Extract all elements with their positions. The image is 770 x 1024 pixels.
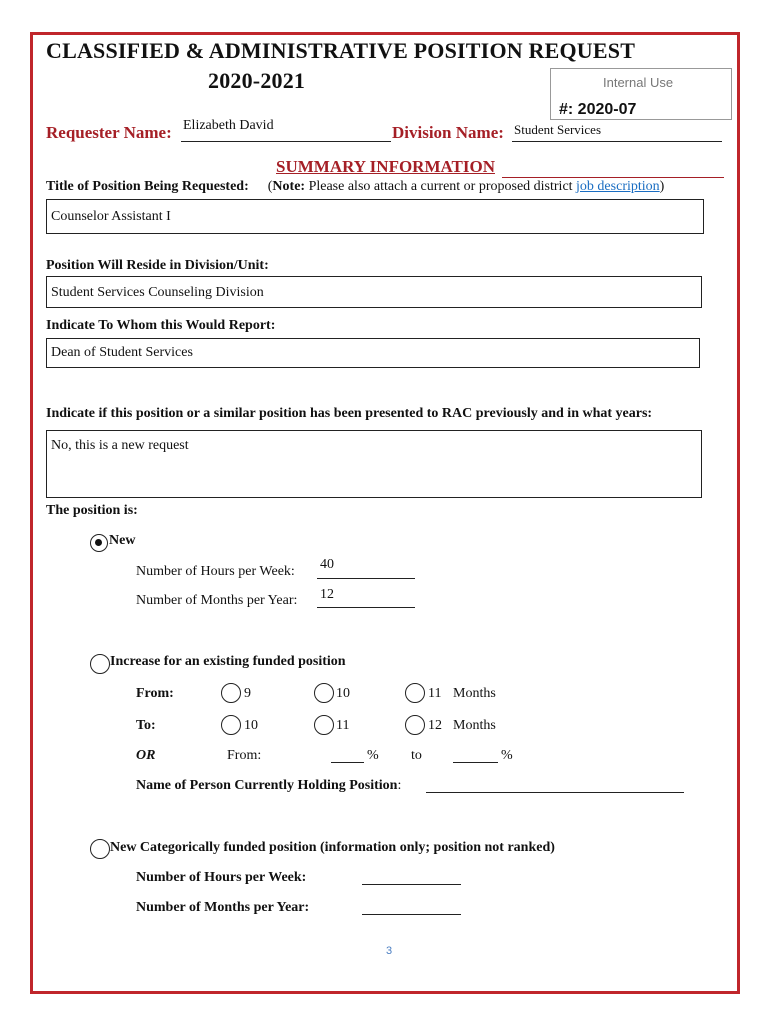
internal-use-label: Internal Use [603,75,674,90]
division-unit-input[interactable] [46,276,702,308]
or-label: OR [136,748,156,763]
division-name-value[interactable]: Student Services [514,122,602,137]
internal-use-box [550,68,732,120]
form-title: CLASSIFIED & ADMINISTRATIVE POSITION REQUEST [46,38,636,63]
from-11-label: 11 [428,686,442,701]
hours-label: Number of Hours per Week: [136,564,295,579]
months-line [317,607,415,608]
from-percent-label: From: [227,748,262,763]
categorical-label: New Categorically funded position (information only; position not ranked) [110,840,555,855]
note-label: Note: [272,179,306,194]
from-10-radio[interactable] [314,683,334,703]
new-radio[interactable] [90,534,108,552]
note-text: Please also attach a current or proposed district [308,179,573,194]
months-value[interactable]: 12 [320,587,334,602]
to-percent-sign: % [501,748,513,763]
hours-line [317,578,415,579]
rac-value: No, this is a new request [51,438,189,453]
categorical-radio[interactable] [90,839,110,859]
holder-colon: : [397,778,402,793]
from-11-radio[interactable] [405,683,425,703]
report-to-input[interactable] [46,338,700,368]
request-number: #: 2020-07 [559,101,637,118]
to-12-radio[interactable] [405,715,425,735]
rac-input[interactable] [46,430,702,498]
increase-radio[interactable] [90,654,110,674]
division-name-line [512,141,722,142]
months-label: Number of Months per Year: [136,593,298,608]
position-is-label: The position is: [46,503,138,518]
to-months-word: Months [453,718,496,733]
cat-hours-field[interactable] [362,884,461,885]
from-percent-field[interactable] [331,762,364,763]
to-label: To: [136,718,156,733]
to-10-label: 10 [244,718,258,733]
to-percent-field[interactable] [453,762,498,763]
title-label: Title of Position Being Requested: [46,179,249,194]
hours-value[interactable]: 40 [320,557,334,572]
to-10-radio[interactable] [221,715,241,735]
division-name-label: Division Name: [392,123,504,142]
form-year: 2020-2021 [208,68,306,93]
to-11-radio[interactable] [314,715,334,735]
rac-label: Indicate if this position or a similar position has been presented to RAC previously and in what years: [46,406,653,421]
from-label: From: [136,686,174,701]
report-to-label: Indicate To Whom this Would Report: [46,318,276,333]
requester-name-line [181,141,391,142]
to-percent-label: to [411,748,422,763]
page-number: 3 [386,945,393,957]
cat-hours-label: Number of Hours per Week: [136,870,307,885]
title-label-row: Title of Position Being Requested: (Note: Please also attach a current or proposed district job description) [46,179,665,194]
from-9-label: 9 [244,686,251,701]
increase-label: Increase for an existing funded position [110,654,346,669]
title-value: Counselor Assistant I [51,209,171,224]
report-to-value: Dean of Student Services [51,345,193,360]
new-label: New [109,533,136,548]
to-12-label: 12 [428,718,442,733]
cat-months-label: Number of Months per Year: [136,900,310,915]
from-10-label: 10 [336,686,350,701]
from-9-radio[interactable] [221,683,241,703]
job-description-link[interactable]: job description [576,179,660,194]
summary-heading: SUMMARY INFORMATION [276,157,495,176]
holder-field[interactable] [426,792,684,793]
division-unit-value: Student Services Counseling Division [51,285,264,300]
title-input[interactable] [46,199,704,234]
division-unit-label: Position Will Reside in Division/Unit: [46,258,269,273]
cat-months-field[interactable] [362,914,461,915]
holder-label-row [136,778,401,794]
holder-label: Name of Person Currently Holding Position [136,778,398,793]
requester-name-label: Requester Name: [46,123,172,142]
from-percent-sign: % [367,748,379,763]
summary-heading-rule [502,177,724,178]
to-11-label: 11 [336,718,350,733]
from-months-word: Months [453,686,496,701]
requester-name-value[interactable]: Elizabeth David [183,118,274,133]
